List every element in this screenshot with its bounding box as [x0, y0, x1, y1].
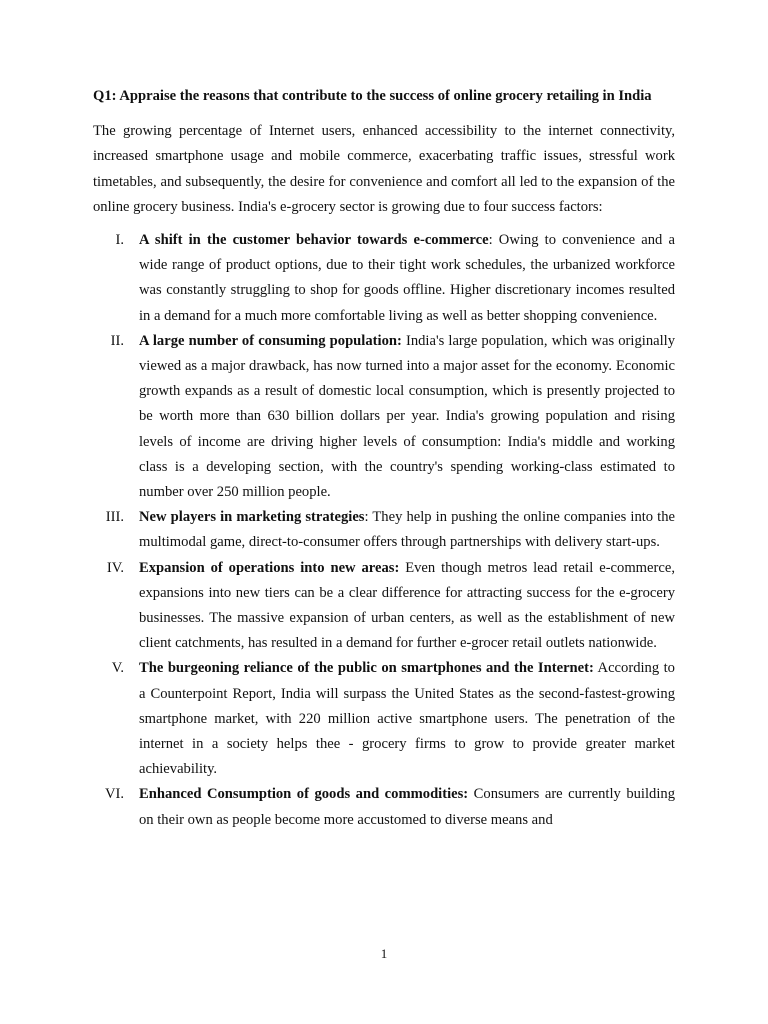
factor-text: Even though metros lead retail e-commerce, expansions into new tiers can be a clear difference for attracting success for the e-grocery businesses. The massive expansion of urban centers, as well as the establishment of new client catchments, has resulted in a demand for further e-grocer retail outlets nationwide. — [139, 559, 675, 652]
list-item — [93, 656, 675, 782]
list-item — [93, 329, 675, 505]
success-factors-list — [93, 228, 675, 833]
list-numeral: I. — [115, 232, 124, 249]
factor-text: : They help in pushing the online companies into the multimodal game, direct-to-consumer offers through partnerships with delivery start-ups. — [139, 509, 676, 551]
list-numeral: IV. — [106, 559, 124, 576]
list-numeral: V. — [111, 660, 124, 677]
factor-title: A shift in the customer behavior towards e-commerce — [139, 232, 489, 249]
factor-title: Enhanced Consumption of goods and commodities: — [139, 786, 469, 803]
list-numeral: II. — [110, 332, 124, 349]
factor-text: According to a Counterpoint Report, India will surpass the United States as the second-fastest-growing smartphone market, with 220 million active smartphone users. The penetration of the internet in a society helps thee - grocery firms to grow to provide greater market achievability. — [139, 660, 675, 778]
list-item — [93, 556, 675, 657]
list-numeral: III. — [105, 509, 124, 526]
list-item — [93, 228, 675, 329]
factor-title: Expansion of operations into new areas: — [139, 559, 400, 576]
document-page — [93, 84, 675, 833]
factor-text: Consumers are currently building on their own as people become more accustomed to diverse means and — [139, 786, 675, 828]
factor-title: A large number of consuming population: — [139, 332, 402, 349]
factor-title: New players in marketing strategies — [139, 509, 365, 526]
page-number: 1 — [380, 946, 388, 961]
list-item — [93, 782, 675, 832]
list-item — [93, 505, 675, 555]
intro-paragraph: The growing percentage of Internet users, enhanced accessibility to the internet connectivity, increased smartphone usage and mobile commerce, exacerbating traffic issues, stressful work timetables, and subsequently, the desire for convenience and comfort all led to the expansion of the online grocery business. India's e-grocery sector is growing due to four success factors: — [93, 123, 675, 215]
factor-title: The burgeoning reliance of the public on smartphones and the Internet: — [139, 660, 594, 677]
question-heading: Q1: Appraise the reasons that contribute to the success of online grocery retailing in India — [93, 88, 652, 104]
factor-text: : Owing to convenience and a wide range of product options, due to their tight work schedules, the urbanized workforce was constantly struggling to shop for goods offline. Higher discretionary incomes resulted in a demand for a much more comfortable living as well as better shopping convenience. — [139, 232, 675, 324]
factor-text: India's large population, which was originally viewed as a major drawback, has now turned into a major asset for the economy. Economic growth expands as a result of domestic local consumption, which is presently projected to be worth more than 630 billion dollars per year. India's growing population and rising levels of income are driving higher levels of consumption: India's middle and working class is a developing section, with the country's spending working-class estimated to number over 250 million people. — [139, 332, 675, 501]
list-numeral: VI. — [104, 786, 124, 803]
